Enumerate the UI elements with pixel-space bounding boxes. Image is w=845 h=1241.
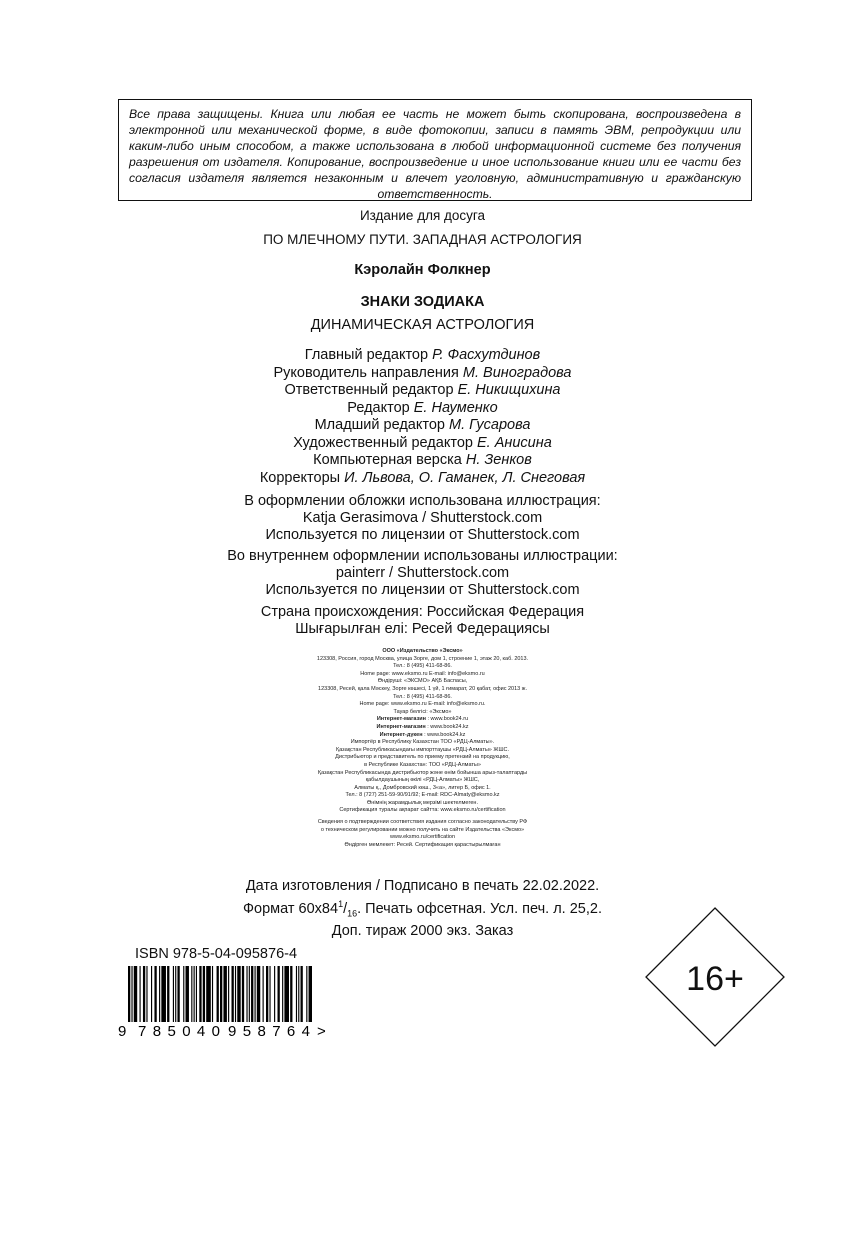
barcode-bar [237, 966, 240, 1022]
publisher-info [0, 648, 845, 849]
barcode-bar [131, 966, 132, 1022]
barcode-marker: > [317, 1023, 326, 1040]
barcode-bar [298, 966, 299, 1022]
barcode-bar [223, 966, 226, 1022]
publisher-line: 123308, Ресей, қала Мәскеу, Зорге көшесі, 1 үй, 1 ғимарат, 20 қабат, офис 2013 ж. [318, 685, 527, 692]
barcode-bar [301, 966, 303, 1022]
rights-notice-box [118, 99, 752, 201]
barcode-bar [159, 966, 160, 1022]
credit-role: Ответственный редактор [284, 382, 454, 398]
barcode-bar [306, 966, 307, 1022]
barcode-bar [282, 966, 283, 1022]
barcode-bar [266, 966, 268, 1022]
origin-line: Страна происхождения: Российская Федерация [260, 604, 585, 620]
barcode-bar [194, 966, 195, 1022]
barcode-bar [263, 966, 264, 1022]
format-prefix: Формат 60x84 [243, 900, 339, 917]
publisher-line: Өндірген мемлекет: Ресей. Сертификация қарастырылмаған [344, 841, 501, 848]
publisher-line: Сведения о подтверждении соответствия издания согласно законодательству РФ [317, 819, 528, 826]
credit-role: Младший редактор [314, 417, 445, 433]
isbn-label: ISBN 978-5-04-095876-4 [135, 946, 298, 962]
barcode-bar [134, 966, 137, 1022]
series-title: ПО МЛЕЧНОМУ ПУТИ. ЗАПАДНАЯ АСТРОЛОГИЯ [263, 232, 582, 247]
barcode-bar [212, 966, 213, 1022]
barcode-bar [173, 966, 174, 1022]
publisher-line: Тел.: 8 (495) 411-68-86. [393, 663, 452, 670]
barcode-bar [220, 966, 222, 1022]
credit-name: Е. Анисина [476, 434, 552, 451]
author-name: Кэролайн Фолкнер [354, 262, 491, 278]
inner-illustration-line: Используется по лицензии от Shutterstock.com [265, 582, 580, 598]
credit-name: М. Виноградова [462, 364, 572, 381]
credits-list [0, 347, 845, 487]
inner-illustration-credit [0, 548, 845, 599]
barcode-bar [161, 966, 166, 1022]
publisher-line: Тел.: 8 (727) 251-59-90/91/92; E-mail: RDC-Almaty@eksmo.kz [345, 792, 500, 799]
barcode-bar [143, 966, 145, 1022]
print-date: Дата изготовления / Подписано в печать 22.02.2022. [245, 878, 600, 894]
credit-name: Е. Науменко [413, 399, 498, 416]
barcode-bar [154, 966, 156, 1022]
barcode-bar [284, 966, 289, 1022]
barcode-bar [290, 966, 292, 1022]
credit-name: Е. Никищихина [457, 382, 561, 398]
barcode-bar [199, 966, 201, 1022]
barcode-bar [242, 966, 244, 1022]
shop-label: Интернет-магазин [376, 723, 426, 730]
edition-type: Издание для досуга [359, 208, 486, 223]
format-sup: 1 [338, 898, 344, 909]
barcode-bar [140, 966, 141, 1022]
barcode-bar [128, 966, 130, 1022]
credit-row [0, 382, 845, 400]
credit-row [0, 452, 845, 470]
publisher-line: Өнімнің жарамдылық мерзімі шектелмеген. [367, 799, 478, 806]
shop-value: : www.book24.kz [425, 723, 469, 730]
barcode-bar [183, 966, 184, 1022]
country-of-origin [0, 604, 845, 638]
credit-name: Р. Фасхутдинов [432, 347, 541, 363]
shop-label: Интернет-дүкен [379, 731, 423, 738]
barcode-bar [196, 966, 197, 1022]
barcode-bar [167, 966, 169, 1022]
barcode-bar [186, 966, 189, 1022]
rights-notice-text: Все права защищены. Книга или любая ее часть не может быть скопирована, воспроизведена в электронной или механической форме, в виде фотокопии, записи в память ЭВМ, репродукции или каким-либо иным способом, а также использована в любой информационной системе без получения разрешения от издателя. Копирование, воспроизведение и иное использование книги или ее части без согласия издателя является незаконным и влечет уголовную, административную и гражданскую ответственность. [129, 107, 741, 201]
shop-value: : www.book24.kz [422, 731, 466, 738]
barcode-bar [274, 966, 275, 1022]
barcode-bar [232, 966, 234, 1022]
origin-line: Шығарылған елі: Ресей Федерациясы [295, 621, 550, 637]
barcode-bars [128, 966, 312, 1022]
age-rating-badge [644, 906, 786, 1048]
barcode-bar [177, 966, 179, 1022]
cover-illustration-credit [0, 493, 845, 544]
publisher-line: 123308, Россия, город Москва, улица Зорге, дом 1, строение 1, этаж 20, каб. 2013. [316, 655, 529, 662]
credit-row [0, 470, 845, 488]
format-suffix: . Печать офсетная. Усл. печ. л. 25,2. [357, 900, 602, 917]
barcode-bar [151, 966, 152, 1022]
barcode-bar [203, 966, 205, 1022]
shop-value: : www.book24.ru [425, 716, 469, 723]
inner-illustration-line: painterr / Shutterstock.com [335, 565, 510, 581]
book-subtitle: ДИНАМИЧЕСКАЯ АСТРОЛОГИЯ [310, 317, 535, 333]
age-rating-text: 16+ [686, 960, 744, 998]
barcode-bar [249, 966, 250, 1022]
publisher-line: қабылдаушының өкілі «РДЦ-Алматы» ЖШС, [365, 777, 480, 784]
barcode-bar [278, 966, 280, 1022]
publisher-line: Өндіруші: «ЭКСМО» АҚБ Баспасы, [377, 678, 468, 685]
barcode-bar [309, 966, 312, 1022]
credit-role: Редактор [347, 399, 410, 416]
book-title: ЗНАКИ ЗОДИАКА [360, 294, 485, 310]
cover-illustration-line: Katja Gerasimova / Shutterstock.com [302, 510, 543, 526]
barcode-bar [217, 966, 219, 1022]
publisher-line: Тел.: 8 (495) 411-68-86. [393, 693, 452, 700]
cover-illustration-line: В оформлении обложки использована иллюстрация: [244, 493, 601, 509]
barcode-bar [235, 966, 236, 1022]
publisher-name: ООО «Издательство «Эксмо» [382, 648, 463, 654]
credit-row [0, 365, 845, 383]
publisher-line: www.eksmo.ru/certification [389, 834, 456, 841]
cover-illustration-line: Используется по лицензии от Shutterstock.com [265, 527, 580, 543]
barcode [118, 966, 328, 1040]
barcode-bar [146, 966, 147, 1022]
publisher-line: Сертификация туралы ақпарат сайтта: www.eksmo.ru/certification [339, 807, 506, 814]
credit-row [0, 435, 845, 453]
barcode-bar [251, 966, 253, 1022]
barcode-bar [257, 966, 260, 1022]
publisher-line: о техническом регулировании можно получить на сайте Издательства «Эксмо» [320, 826, 525, 833]
credit-role: Компьютерная верска [313, 452, 462, 468]
barcode-bar [296, 966, 297, 1022]
barcode-left-group: 785040 [138, 1023, 220, 1040]
barcode-bar [175, 966, 176, 1022]
publisher-line: Алматы қ., Домбровский көш., 3«а», литер Б, офис 1. [354, 784, 491, 791]
credit-name: И. Львова, О. Гаманек, Л. Снеговая [344, 469, 586, 486]
credit-role: Корректоры [259, 469, 341, 486]
publisher-line: Home page: www.eksmo.ru E-mail: info@eksmo.ru. [359, 701, 486, 708]
publisher-line: Импортёр в Республику Казахстан ТОО «РДЦ-Алматы». [350, 739, 495, 746]
publisher-line: Home page: www.eksmo.ru E-mail: info@eksmo.ru [360, 670, 485, 677]
barcode-bar [255, 966, 256, 1022]
inner-illustration-line: Во внутреннем оформлении использованы иллюстрации: [227, 548, 618, 564]
barcode-first-digit: 9 [118, 1023, 127, 1040]
print-format: Формат $60x84^1/_{16}$. Печать офсетная. Усл. печ. л. 25,2. [243, 898, 602, 919]
credit-row [0, 347, 845, 365]
barcode-bar [228, 966, 229, 1022]
credit-role: Главный редактор [304, 347, 429, 363]
format-sub: 16 [347, 908, 358, 919]
publisher-line: Дистрибьютор и представитель по приему претензий на продукцию, [335, 754, 510, 761]
barcode-bar [246, 966, 247, 1022]
credit-row [0, 417, 845, 435]
barcode-right-group: 958764 [228, 1023, 310, 1040]
publisher-line: Қазақстан Республикасында дистрибьютор және өнім бойынша арыз-талаптарды [317, 769, 528, 776]
barcode-bar [191, 966, 192, 1022]
credit-role: Художественный редактор [293, 434, 473, 451]
credit-role: Руководитель направления [273, 364, 459, 381]
publisher-line: Қазақстан Республикасындағы импорттаушы «РДЦ-Алматы» ЖШС. [335, 746, 510, 753]
publisher-line: Тауар белгісі: «Эксмо» [393, 708, 452, 715]
credit-row [0, 400, 845, 418]
credit-name: Н. Зенков [465, 452, 532, 468]
shop-label: Интернет-магазин [376, 716, 426, 723]
publisher-line: в Республике Казахстан: ТОО «РДЦ-Алматы» [364, 761, 481, 768]
barcode-bar [206, 966, 211, 1022]
print-run: Доп. тираж 2000 экз. Заказ [331, 922, 514, 939]
barcode-bar [269, 966, 270, 1022]
credit-name: М. Гусарова [449, 417, 531, 433]
